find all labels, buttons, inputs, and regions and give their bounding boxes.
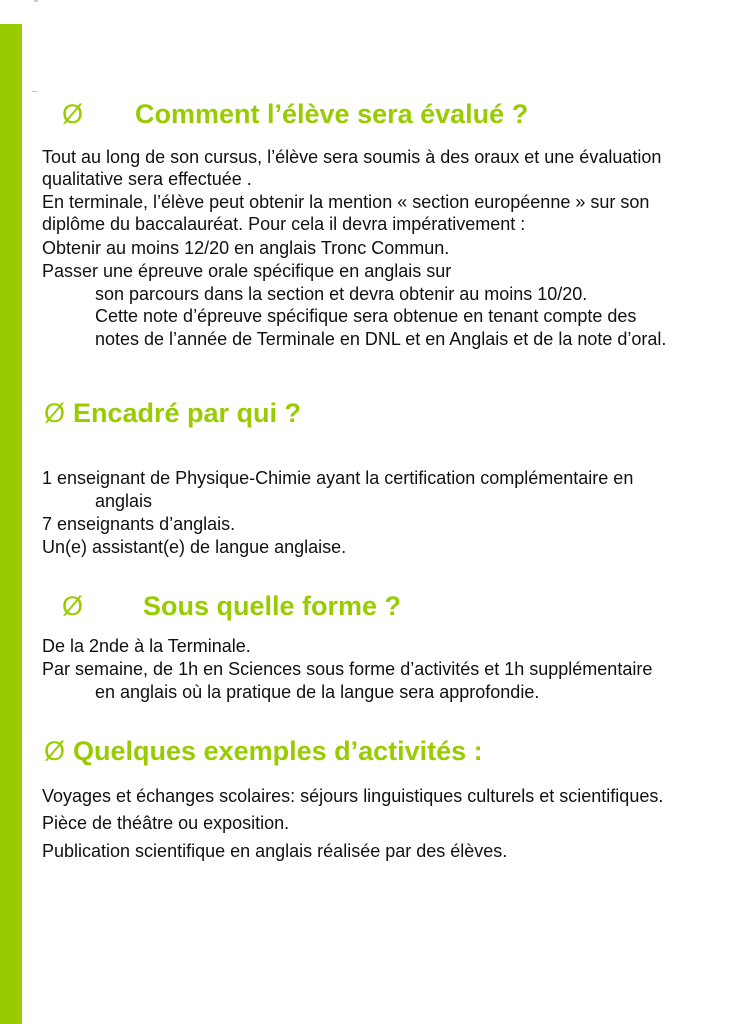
paragraph-line: qualitative sera effectuée . [42, 169, 252, 189]
accent-side-bar [0, 24, 22, 1024]
small-tick-mark [32, 91, 37, 92]
section-heading-evaluation [62, 98, 83, 130]
paragraph-line: diplôme du baccalauréat. Pour cela il devra impérativement : [42, 214, 526, 234]
paragraph-line: Pièce de théâtre ou exposition. [42, 813, 290, 833]
bullet-icon: Ø [62, 591, 84, 621]
paragraph-line: En terminale, l’élève peut obtenir la mention « section européenne » sur son [42, 192, 650, 212]
paragraph-line: De la 2nde à la Terminale. [42, 636, 251, 656]
bullet-icon: Ø [44, 398, 66, 428]
paragraph-line: 1 enseignant de Physique-Chimie ayant la certification complémentaire en [42, 468, 634, 488]
section-heading-format [62, 590, 83, 622]
paragraph-line: Un(e) assistant(e) de langue anglaise. [42, 537, 347, 557]
section-heading-activities-text: Quelques exemples d’activités : [73, 736, 483, 766]
paragraph-line-indented: anglais [95, 491, 153, 511]
section-heading-format-text: Sous quelle forme ? [143, 591, 402, 621]
section-heading-supervision [44, 397, 65, 429]
paragraph-line: Voyages et échanges scolaires: séjours linguistiques culturels et scientifiques. [42, 786, 664, 806]
section-heading-evaluation-text: Comment l’élève sera évalué ? [135, 99, 529, 129]
paragraph-line: Par semaine, de 1h en Sciences sous forme d’activités et 1h supplémentaire [42, 659, 653, 679]
paragraph-line: Passer une épreuve orale spécifique en anglais sur [42, 261, 452, 281]
paragraph-line-indented: notes de l’année de Terminale en DNL et en Anglais et de la note d’oral. [95, 329, 667, 349]
corner-mark [34, 0, 38, 2]
section-heading-activities [44, 735, 65, 767]
paragraph-line: Publication scientifique en anglais réalisée par des élèves. [42, 841, 508, 861]
paragraph-line: Tout au long de son cursus, l’élève sera soumis à des oraux et une évaluation [42, 147, 662, 167]
paragraph-line-indented: en anglais où la pratique de la langue sera approfondie. [95, 682, 540, 702]
paragraph-line-indented: Cette note d’épreuve spécifique sera obtenue en tenant compte des [95, 306, 637, 326]
bullet-icon: Ø [62, 99, 84, 129]
bullet-icon: Ø [44, 736, 66, 766]
paragraph-line: Obtenir au moins 12/20 en anglais Tronc Commun. [42, 238, 450, 258]
section-heading-supervision-text: Encadré par qui ? [73, 398, 302, 428]
paragraph-line: 7 enseignants d’anglais. [42, 514, 236, 534]
paragraph-line-indented: son parcours dans la section et devra obtenir au moins 10/20. [95, 284, 588, 304]
